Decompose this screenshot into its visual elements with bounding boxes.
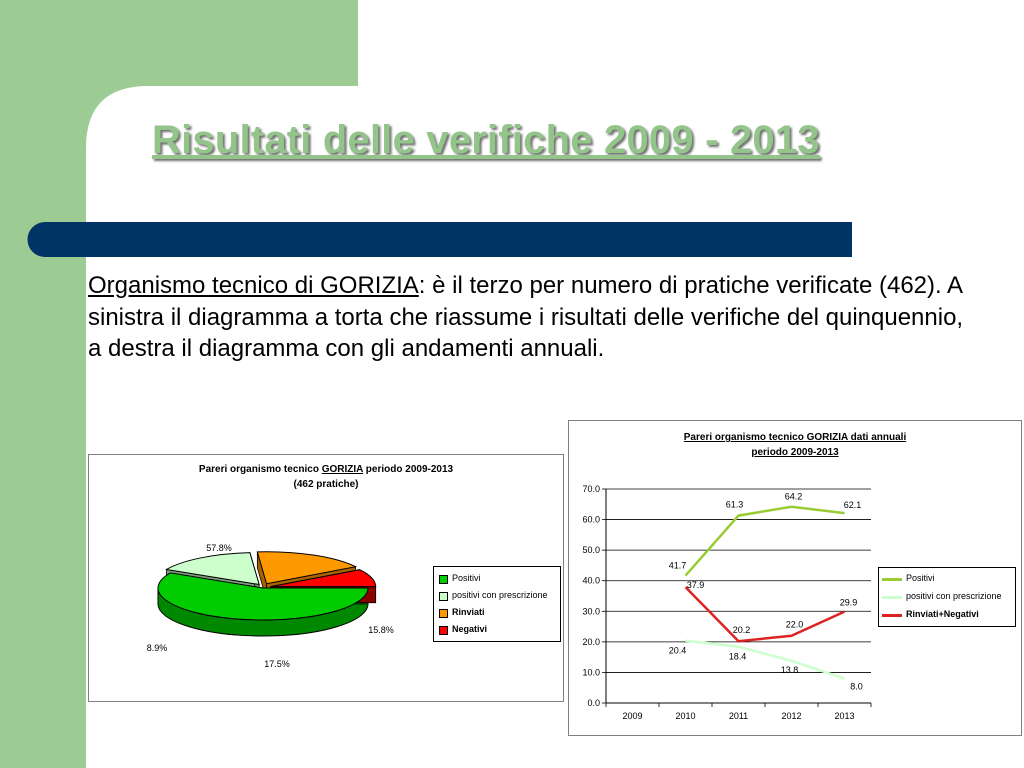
line-legend-item <box>879 570 1015 588</box>
pie-legend-item <box>434 621 560 638</box>
data-label: 20.2 <box>732 625 751 636</box>
y-tick-label: 10.0 <box>582 667 600 678</box>
pie-value-label: 15.8% <box>368 625 394 635</box>
pie-subtitle: (462 pratiche) <box>293 479 359 490</box>
pie-legend-item <box>434 587 560 604</box>
legend-label: Negativi <box>452 624 488 634</box>
data-label: 62.1 <box>843 500 862 511</box>
legend-label: positivi con prescrizione <box>452 590 548 600</box>
data-label: 61.3 <box>725 499 744 510</box>
data-label: 64.2 <box>784 491 803 502</box>
body-description: : è il terzo per numero di pratiche verificate (462). A sinistra il diagramma a torta che riassume i risultati delle verifiche del quinquennio, a destra il diagramma con gli andamenti annuali. <box>88 272 964 362</box>
legend-swatch <box>439 626 448 635</box>
pie-legend-item <box>434 570 560 587</box>
pie-title-underlined: GORIZIA <box>321 464 364 475</box>
data-label: 41.7 <box>668 560 687 571</box>
line-chart-panel <box>568 420 1022 736</box>
data-label: 29.9 <box>839 597 858 608</box>
y-tick-label: 40.0 <box>582 575 600 586</box>
legend-swatch <box>439 575 448 584</box>
pie-legend <box>433 566 561 642</box>
line-legend-item <box>879 606 1015 624</box>
data-label: 22.0 <box>785 619 804 630</box>
series-line-positivi <box>686 507 845 576</box>
x-tick-label: 2012 <box>781 711 802 721</box>
slide-title: Risultati delle verifiche 2009 - 2013 <box>152 118 820 162</box>
series-line-rinviati-negativi <box>686 587 845 641</box>
y-tick-label: 20.0 <box>582 636 600 647</box>
legend-line-swatch <box>882 578 902 581</box>
data-label: 20.4 <box>668 645 687 656</box>
legend-line-swatch <box>882 614 902 617</box>
pie-title-prefix: Pareri organismo tecnico <box>198 464 322 475</box>
legend-label: positivi con prescrizione <box>906 591 1002 601</box>
series-line-positivi-con-prescrizione <box>686 641 845 679</box>
x-tick-label: 2013 <box>834 711 855 721</box>
data-label: 18.4 <box>728 651 747 662</box>
x-tick-label: 2010 <box>675 711 696 721</box>
legend-label: Rinviati+Negativi <box>906 609 979 619</box>
body-lead-organization: Organismo tecnico di GORIZIA <box>88 272 419 299</box>
legend-label: Positivi <box>906 573 935 583</box>
body-text <box>88 270 968 365</box>
line-legend-item <box>879 588 1015 606</box>
legend-label: Rinviati <box>452 607 485 617</box>
legend-swatch <box>439 609 448 618</box>
pie-value-label: 17.5% <box>264 659 290 669</box>
legend-swatch <box>439 592 448 601</box>
title-divider-bar <box>28 222 853 257</box>
data-label: 8.0 <box>850 681 863 692</box>
legend-line-swatch <box>882 596 902 599</box>
line-title-line1: Pareri organismo tecnico GORIZIA dati annuali <box>683 432 907 443</box>
line-legend <box>878 567 1016 627</box>
y-tick-label: 30.0 <box>582 606 600 617</box>
pie-value-label: 8.9% <box>146 643 168 653</box>
y-tick-label: 70.0 <box>582 484 600 494</box>
data-label: 37.9 <box>686 580 705 591</box>
x-tick-label: 2009 <box>622 711 643 721</box>
pie-title-suffix: periodo 2009-2013 <box>363 464 454 475</box>
pie-value-label: 57.8% <box>206 543 232 553</box>
legend-label: Positivi <box>452 573 481 583</box>
y-tick-label: 0.0 <box>587 698 600 708</box>
y-tick-label: 50.0 <box>582 545 600 556</box>
pie-chart-panel <box>88 454 564 702</box>
y-tick-label: 60.0 <box>582 514 600 525</box>
pie-legend-item <box>434 604 560 621</box>
line-title-line2: periodo 2009-2013 <box>751 447 839 458</box>
data-label: 13.8 <box>780 664 799 675</box>
x-tick-label: 2011 <box>728 711 749 721</box>
